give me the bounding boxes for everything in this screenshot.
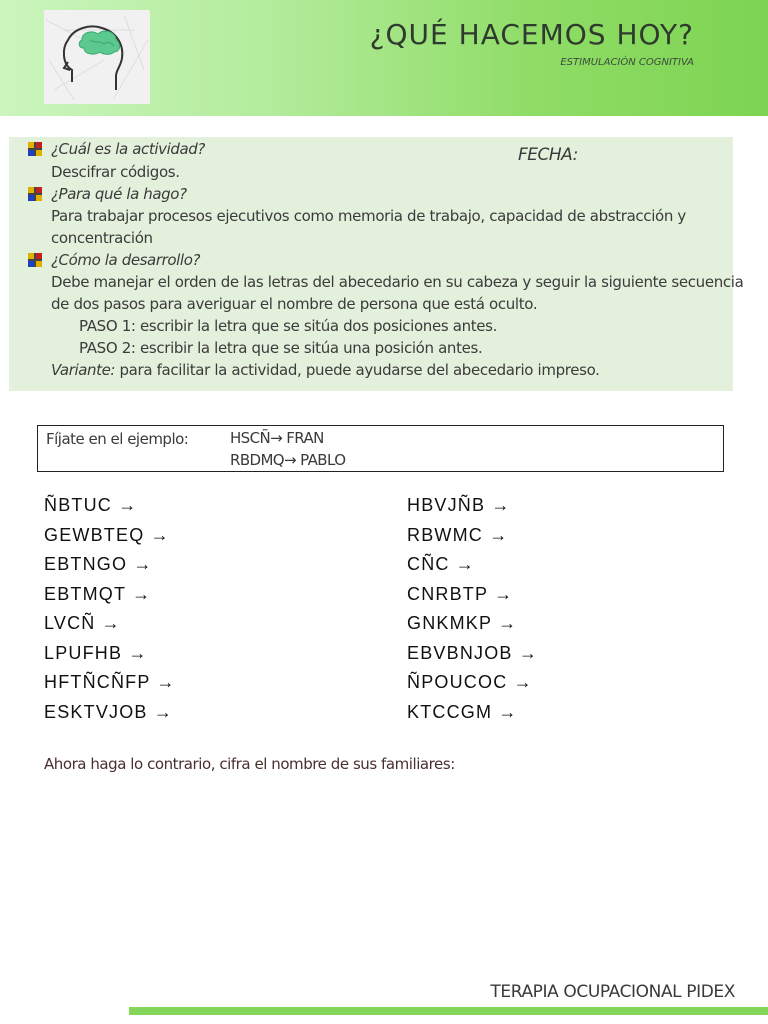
footer-bar — [129, 1007, 768, 1015]
code-item: CNRBTP → — [407, 584, 514, 604]
code-item: GNKMKP → — [407, 613, 518, 633]
answer-activity: Descifrar códigos. — [51, 163, 180, 181]
question-how: ¿Cómo la desarrollo? — [51, 251, 201, 269]
page-subtitle: ESTIMULACIÓN COGNITIVA — [560, 57, 694, 68]
step-1: PASO 1: escribir la letra que se sitúa dos posiciones antes. — [79, 317, 498, 335]
code-item: CÑC → — [407, 554, 475, 574]
code-item: EBTMQT → — [44, 584, 152, 604]
code-item: EBTNGO → — [44, 554, 153, 574]
code-item: HBVJÑB → — [407, 495, 511, 515]
activity-info-panel — [9, 137, 744, 391]
variant-text: para facilitar la actividad, puede ayudarse del abecedario impreso. — [115, 361, 600, 379]
variant-label: Variante: — [51, 361, 116, 379]
date-label: FECHA: — [518, 145, 578, 165]
answer-purpose-line2: concentración — [51, 229, 153, 247]
answer-how-line1: Debe manejar el orden de las letras del abecedario en su cabeza y seguir la siguiente secuencia — [51, 273, 744, 291]
example-box — [37, 425, 724, 472]
code-item: LPUFHB → — [44, 643, 148, 663]
question-activity: ¿Cuál es la actividad? — [51, 140, 205, 158]
code-item: HFTÑCÑFP → — [44, 672, 176, 692]
bullet-icon — [28, 142, 42, 156]
code-item: ESKTVJOB → — [44, 702, 174, 722]
code-item: RBWMC → — [407, 525, 509, 545]
head-brain-icon — [44, 10, 150, 104]
example-line-1: HSCÑ→ FRAN — [230, 429, 324, 447]
page-title: ¿QUÉ HACEMOS HOY? — [369, 18, 694, 51]
answer-how-line2: de dos pasos para averiguar el nombre de persona que está oculto. — [51, 295, 538, 313]
step-2: PASO 2: escribir la letra que se sitúa una posición antes. — [79, 339, 483, 357]
variant-note — [51, 361, 600, 379]
footer-brand: TERAPIA OCUPACIONAL PIDEX — [490, 982, 735, 1002]
question-purpose: ¿Para qué la hago? — [51, 185, 187, 203]
code-item: ÑPOUCOC → — [407, 672, 533, 692]
code-item: LVCÑ → — [44, 613, 121, 633]
bullet-icon — [28, 253, 42, 267]
final-instruction: Ahora haga lo contrario, cifra el nombre de sus familiares: — [44, 755, 455, 773]
example-label: Fíjate en el ejemplo: — [46, 430, 189, 448]
answer-purpose-line1: Para trabajar procesos ejecutivos como memoria de trabajo, capacidad de abstracción y — [51, 207, 686, 225]
header-banner — [0, 0, 768, 116]
code-item: EBVBNJOB → — [407, 643, 539, 663]
code-item: KTCCGM → — [407, 702, 518, 722]
code-item: GEWBTEQ → — [44, 525, 170, 545]
code-item: ÑBTUC → — [44, 495, 138, 515]
example-line-2: RBDMQ→ PABLO — [230, 451, 346, 469]
bullet-icon — [28, 187, 42, 201]
